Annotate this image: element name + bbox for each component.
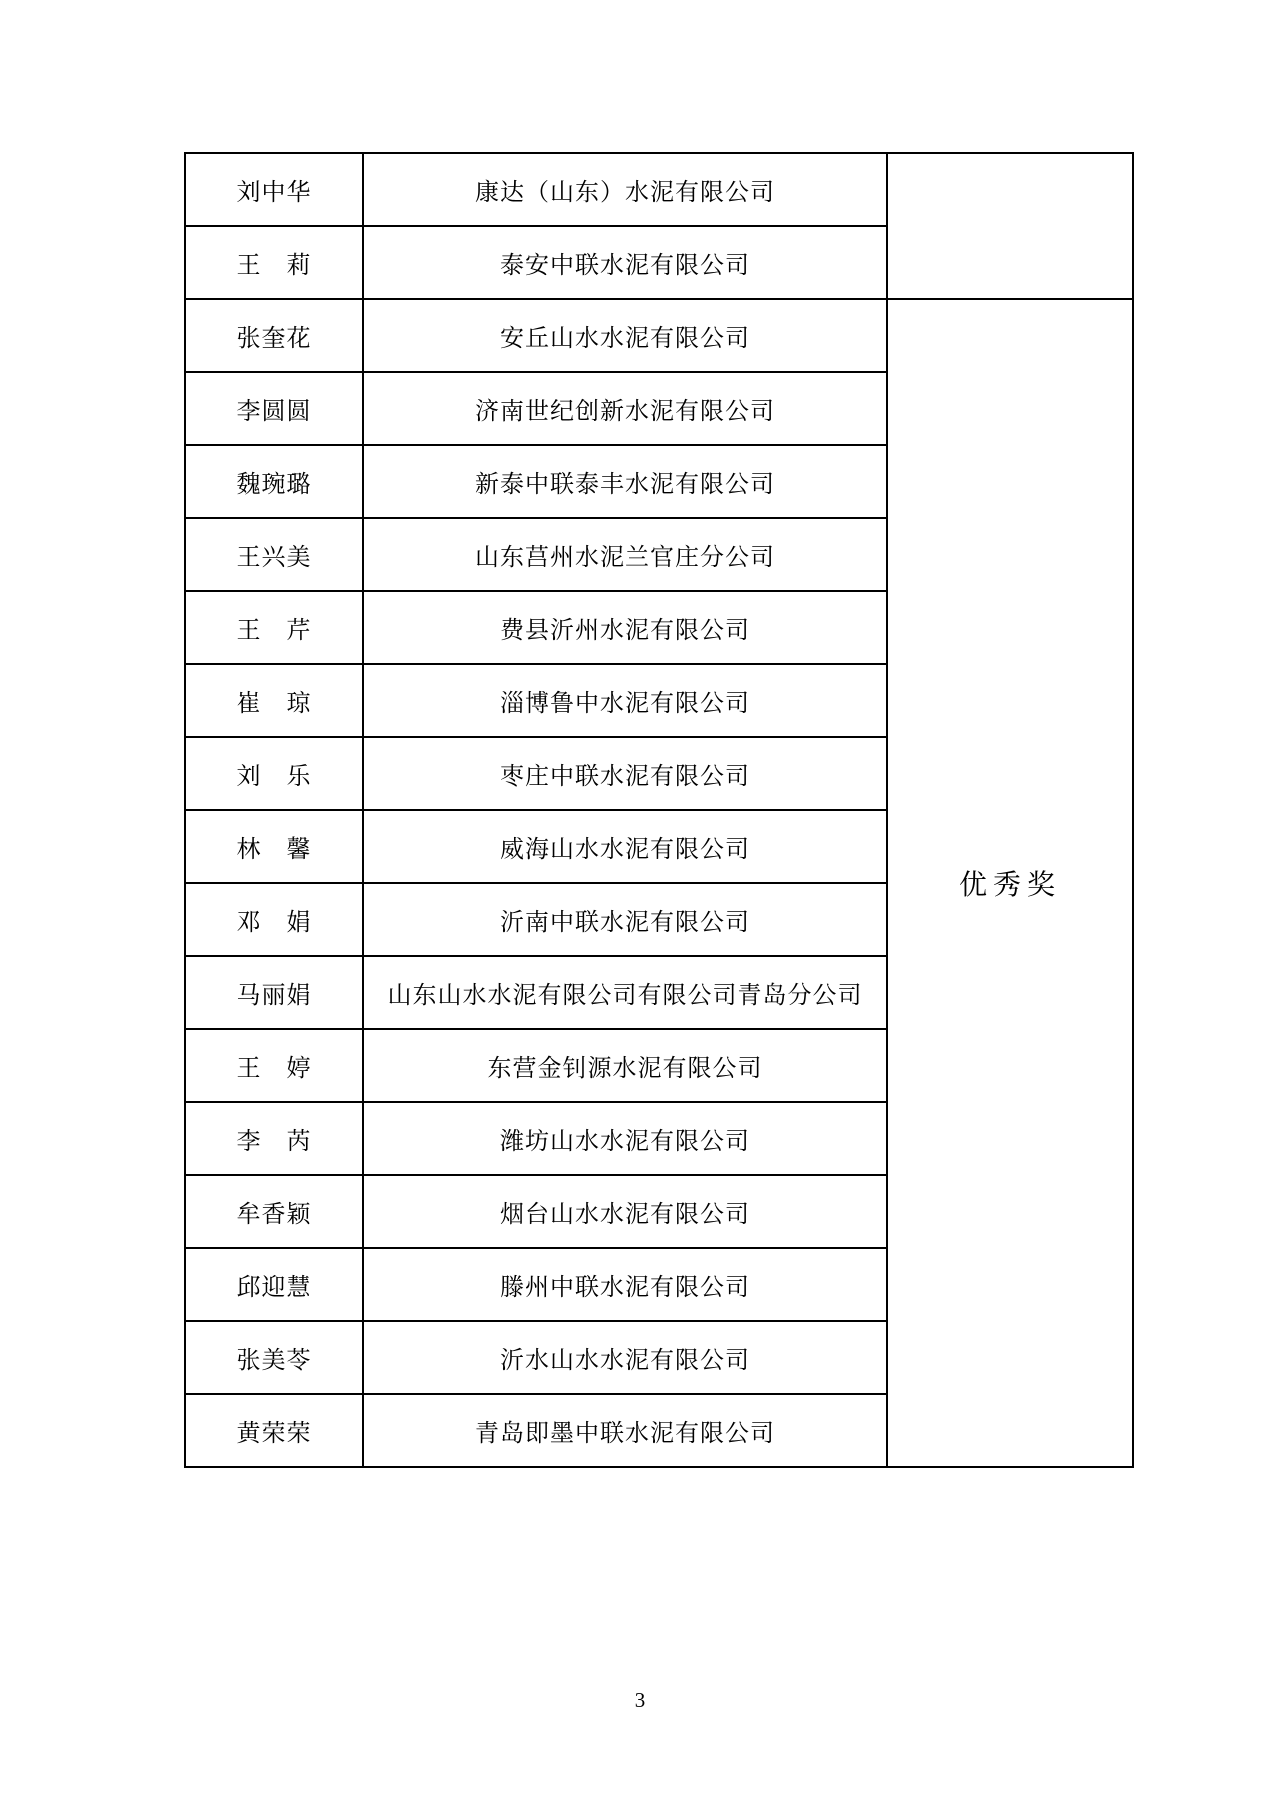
name-cell: 王 婷 <box>185 1029 363 1102</box>
company-cell: 淄博鲁中水泥有限公司 <box>363 664 887 737</box>
name-cell: 王 莉 <box>185 226 363 299</box>
company-cell: 山东山水水泥有限公司有限公司青岛分公司 <box>363 956 887 1029</box>
name-cell: 魏琬璐 <box>185 445 363 518</box>
name-cell: 刘中华 <box>185 153 363 226</box>
company-cell: 青岛即墨中联水泥有限公司 <box>363 1394 887 1467</box>
company-cell: 滕州中联水泥有限公司 <box>363 1248 887 1321</box>
company-cell: 山东莒州水泥兰官庄分公司 <box>363 518 887 591</box>
award-table <box>184 152 1134 1468</box>
name-cell: 牟香颖 <box>185 1175 363 1248</box>
company-cell: 沂南中联水泥有限公司 <box>363 883 887 956</box>
company-cell: 烟台山水水泥有限公司 <box>363 1175 887 1248</box>
company-cell: 费县沂州水泥有限公司 <box>363 591 887 664</box>
company-cell: 潍坊山水水泥有限公司 <box>363 1102 887 1175</box>
name-cell: 林 馨 <box>185 810 363 883</box>
name-cell: 黄荣荣 <box>185 1394 363 1467</box>
company-cell: 济南世纪创新水泥有限公司 <box>363 372 887 445</box>
name-cell: 李圆圆 <box>185 372 363 445</box>
name-cell: 张奎花 <box>185 299 363 372</box>
company-cell: 沂水山水水泥有限公司 <box>363 1321 887 1394</box>
company-cell: 威海山水水泥有限公司 <box>363 810 887 883</box>
name-cell: 李 芮 <box>185 1102 363 1175</box>
company-cell: 枣庄中联水泥有限公司 <box>363 737 887 810</box>
name-cell: 刘 乐 <box>185 737 363 810</box>
page-number: 3 <box>634 1688 646 1712</box>
company-cell: 泰安中联水泥有限公司 <box>363 226 887 299</box>
table-row <box>185 153 1133 226</box>
name-cell: 崔 琼 <box>185 664 363 737</box>
award-cell-continuation <box>887 153 1133 299</box>
company-cell: 新泰中联泰丰水泥有限公司 <box>363 445 887 518</box>
company-cell: 东营金钊源水泥有限公司 <box>363 1029 887 1102</box>
name-cell: 邓 娟 <box>185 883 363 956</box>
company-cell: 安丘山水水泥有限公司 <box>363 299 887 372</box>
name-cell: 张美苓 <box>185 1321 363 1394</box>
name-cell: 邱迎慧 <box>185 1248 363 1321</box>
name-cell: 王兴美 <box>185 518 363 591</box>
name-cell: 马丽娟 <box>185 956 363 1029</box>
name-cell: 王 芹 <box>185 591 363 664</box>
table-row <box>185 299 1133 372</box>
company-cell: 康达（山东）水泥有限公司 <box>363 153 887 226</box>
award-cell: 优秀奖 <box>887 299 1133 1467</box>
